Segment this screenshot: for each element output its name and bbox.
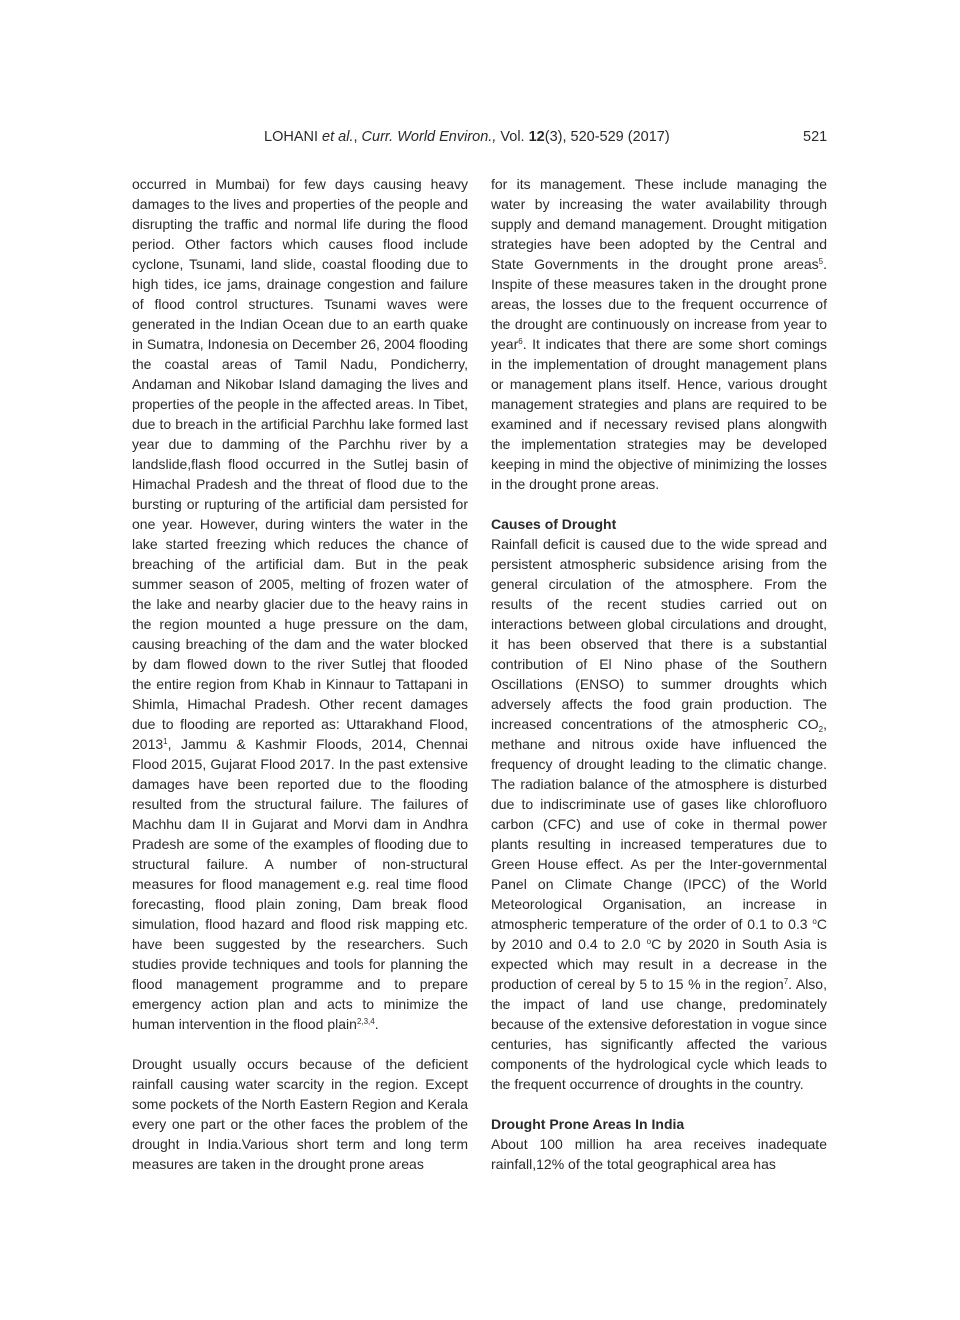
text-run: . Also, the impact of land use change, predominately because of the extensive deforestation in vogue since centuries, has significantly affected the various components of the hydrological cycle which leads to the frequent occurrence of droughts in the country. [491,976,827,1092]
degree-superscript: o [812,917,817,926]
text-run: Rainfall deficit is caused due to the wide spread and persistent atmospheric subsidence arising from the general circulation of the atmosphere. From the results of the recent studies carried out on interactions between global circulations and drought, it has been observed that there is a substantial contribution of El Nino phase of the Southern Oscillations (ENSO) to summer droughts which adversely affects the food grain production. The increased concentrations of the atmospheric CO [491,536,827,732]
text-run: . It indicates that there are some short comings in the implementation of drought management plans or management plans itself. Hence, various drought management strategies and plans are required to be examined and if necessary revised plans alongwith the implementation strategies may be developed keeping in mind the objective of minimizing the losses in the drought prone areas. [491,336,827,492]
et-al: et al. [322,129,354,145]
section-heading-prone-areas: Drought Prone Areas In India [491,1116,685,1132]
citation-line: LOHANI et al., Curr. World Environ., Vol. 12(3), 520-529 (2017) [264,129,670,145]
text-run: . Inspite of these measures taken in the drought prone areas, the losses due to the frequent occurrence of the drought are continuously on increase from year to year [491,256,827,352]
citation-superscript: 6 [518,337,523,346]
paragraph: About 100 million ha area receives inadequate rainfall,12% of the total geographical area has [491,1136,827,1172]
text-run: , methane and nitrous oxide have influenced the frequency of drought leading to the climatic change. The radiation balance of the atmosphere is disturbed due to indiscriminate use of gases like chlorofluoro carbon (CFC) and use of coke in thermal power plants resulting in increased temperatures due to Green House effect. As per the Inter-governmental Panel on Climate Change (IPCC) of the World Meteorological Organisation, an increase in atmospheric temperature of the order of 0.1 to 0.3 [491,716,827,932]
paragraph: Drought usually occurs because of the deficient rainfall causing water scarcity in the region. Except some pockets of the North Eastern Region and Kerala every one part or the other faces the problem of the drought in India.Various short term and long term measures are taken in the drought prone areas [132,1056,468,1172]
subscript: 2 [818,725,824,734]
citation-superscript: 7 [783,977,789,986]
paragraph [491,534,827,1094]
right-column [491,174,827,1174]
journal-name: Curr. World Environ., [361,129,497,145]
text-run: C by 2010 and 0.4 to 2.0 [491,916,827,952]
volume-number: 12 [528,129,545,145]
page-number: 521 [803,129,828,145]
text-run: . [374,1016,379,1032]
issue-pages: (3), 520-529 (2017) [544,129,670,145]
text-run: for its management. These include managing the water by increasing the water availability through supply and demand management. Drought mitigation strategies have been adopted by the Central and State Governments in the drought prone areas [491,176,827,272]
text-run: , Jammu & Kashmir Floods, 2014, Chennai Flood 2015, Gujarat Flood 2017. In the past extensive damages have been reported due to the flooding resulted from the structural failure. The failures of Machhu dam II in Gujarat and Morvi dam in Andhra Pradesh are some of the examples of flooding due to structural failure. A number of non-structural measures for flood management e.g. real time flood forecasting, flood plain zoning, Dam break flood simulation, flood hazard and flood risk mapping etc. have been suggested by the researchers. Such studies provide techniques and tools for planning the flood management programme and to prepare emergency action plan and acts to minimize the human intervention in the flood plain [132,736,468,1032]
citation-superscript: 2,3,4 [356,1017,375,1026]
paragraph [132,174,468,1034]
volume-label: Vol. [500,129,525,145]
author: LOHANI [264,129,318,145]
section-heading-causes: Causes of Drought [491,516,617,532]
citation-superscript: 1 [163,737,168,746]
degree-superscript: o [646,937,652,946]
paragraph [491,174,827,494]
running-header [0,129,960,151]
citation-superscript: 5 [818,257,824,266]
text-run: occurred in Mumbai) for few days causing heavy damages to the lives and properties of the people and disrupting the traffic and normal life during the flood period. Other factors which causes flood include cyclone, Tsunami, land slide, coastal flooding due to high tides, ice jams, drainage congestion and failure of flood control structures. Tsunami waves were generated in the Indian Ocean due to an earth quake in Sumatra, Indonesia on December 26, 2004 flooding the coastal areas of Tamil Nadu, Pondicherry, Andaman and Nikobar Island damaging the lives and properties of the people in the affected areas. In Tibet, due to breach in the artificial Parchhu lake formed last year due to damming of the Parchhu river by a landslide,flash flood occurred in the Sutlej basin of Himachal Pradesh and the threat of flood due to the bursting or rupturing of the artificial dam persisted for one year. However, during winters the water in the lake started freezing which reduces the chance of breaching of the artificial dam. But in the peak summer season of 2005, melting of frozen water of the lake and nearby glacier due to the heavy rains in the region mounted a huge pressure on the dam, causing breaching of the dam and the water blocked by dam flowed down to the river Sutlej that flooded the entire region from Khab in Kinnaur to Tattapani in Shimla, Himachal Pradesh. Other recent damages due to flooding are reported as: Uttarakhand Flood, 2013 [132,176,468,752]
left-column [132,174,468,1174]
text-run: C by 2020 in South Asia is expected which may result in a decrease in the production of cereal by 5 to 15 % in the region [491,936,827,992]
